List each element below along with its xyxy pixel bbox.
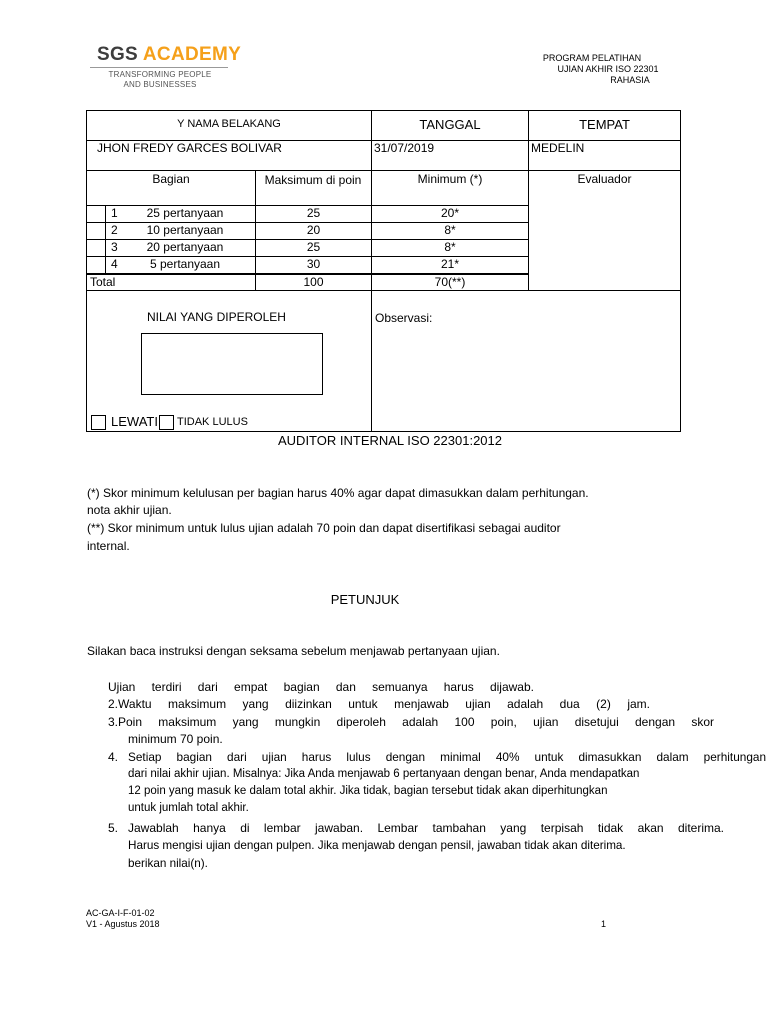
- row-number: 4: [111, 257, 118, 271]
- score-label: NILAI YANG DIPEROLEH: [147, 310, 286, 324]
- instruction-2: 2.Waktu maksimum yang diizinkan untuk menjawab ujian adalah dua (2) jam.: [108, 697, 650, 711]
- fail-label: TIDAK LULUS: [177, 416, 248, 428]
- table-line: [528, 110, 529, 290]
- table-line: [105, 205, 106, 273]
- instruction-1: Ujian terdiri dari empat bagian dan semuanya harus dijawab.: [108, 680, 534, 694]
- row-min: 8*: [444, 223, 456, 237]
- row-description: 25 pertanyaan: [146, 206, 224, 220]
- candidate-name: JHON FREDY GARCES BOLIVAR: [97, 141, 282, 155]
- row-min: 20*: [440, 206, 460, 220]
- exam-place: MEDELIN: [531, 141, 585, 155]
- instructions-intro: Silakan baca instruksi dengan seksama sebelum menjawab pertanyaan ujian.: [87, 644, 500, 658]
- header-program: PROGRAM PELATIHAN: [542, 53, 642, 63]
- logo-divider: [90, 67, 228, 68]
- logo-tagline: TRANSFORMING PEOPLE AND BUSINESSES: [108, 70, 212, 89]
- row-max: 25: [306, 206, 321, 220]
- row-max: 20: [306, 223, 321, 237]
- row-description: 20 pertanyaan: [146, 240, 224, 254]
- logo: [97, 44, 241, 66]
- instruction-4-cont-3: untuk jumlah total akhir.: [128, 802, 249, 814]
- col-name-header: Y NAMA BELAKANG: [177, 118, 281, 130]
- note-minimum-total-cont: internal.: [87, 539, 130, 553]
- section-header: Bagian: [152, 172, 190, 186]
- row-min: 21*: [440, 257, 460, 271]
- table-line: [86, 290, 680, 291]
- min-points-header: Minimum (*): [417, 172, 483, 186]
- total-label: Total: [90, 275, 116, 289]
- auditor-title: AUDITOR INTERNAL ISO 22301:2012: [278, 433, 502, 448]
- score-box[interactable]: [141, 333, 323, 395]
- note-minimum-total: (**) Skor minimum untuk lulus ujian adalah 70 poin dan dapat disertifikasi sebagai auditor: [87, 521, 561, 535]
- instructions-title: PETUNJUK: [330, 592, 400, 607]
- instruction-3: 3.Poin maksimum yang mungkin diperoleh adalah 100 poin, ujian disetujui dengan skor: [108, 715, 714, 729]
- exam-date: 31/07/2019: [374, 141, 435, 155]
- instruction-5-cont-2: berikan nilai(n).: [128, 857, 208, 870]
- col-place-header: TEMPAT: [579, 117, 630, 132]
- instruction-5-number: 5.: [108, 821, 119, 835]
- instruction-5-cont-1: Harus mengisi ujian dengan pulpen. Jika menjawab dengan pensil, jawaban tidak akan diterima.: [128, 839, 626, 852]
- table-line: [680, 110, 681, 432]
- note-minimum-section: (*) Skor minimum kelulusan per bagian harus 40% agar dapat dimasukkan dalam perhitungan.: [87, 486, 589, 500]
- row-number: 2: [111, 223, 118, 237]
- table-line: [86, 431, 681, 432]
- instruction-5: Jawablah hanya di lembar jawaban. Lembar tambahan yang terpisah tidak akan diterima.: [128, 821, 724, 835]
- row-max: 30: [306, 257, 321, 271]
- logo-academy: ACADEMY: [142, 44, 242, 65]
- total-max: 100: [303, 275, 324, 289]
- observations-label: Observasi:: [375, 311, 433, 325]
- instruction-4-cont-1: dari nilai akhir ujian. Misalnya: Jika Anda menjawab 6 pertanyaan dengan benar, Anda mendapatkan: [128, 768, 640, 780]
- footer-version: V1 - Agustus 2018: [86, 919, 160, 929]
- table-line: [86, 110, 87, 432]
- row-description: 10 pertanyaan: [146, 223, 224, 237]
- fail-checkbox[interactable]: [159, 415, 174, 430]
- instruction-4-number: 4.: [108, 750, 119, 764]
- row-number: 3: [111, 240, 118, 254]
- logo-sgs: SGS: [97, 44, 139, 65]
- evaluator-header: Evaluador: [577, 172, 632, 186]
- table-line: [86, 170, 680, 171]
- note-minimum-section-cont: nota akhir ujian.: [87, 503, 172, 517]
- col-date-header: TANGGAL: [419, 117, 481, 132]
- max-points-header: Maksimum di poin: [264, 173, 362, 187]
- instruction-4: Setiap bagian dari ujian harus lulus dengan minimal 40% untuk dimasukkan dalam perhitungan: [128, 750, 766, 764]
- total-min: 70(**): [434, 275, 466, 289]
- pass-label: LEWATI: [111, 414, 158, 429]
- row-number: 1: [111, 206, 118, 220]
- instruction-3-cont: minimum 70 poin.: [128, 732, 223, 746]
- row-max: 25: [306, 240, 321, 254]
- header-exam: UJIAN AKHIR ISO 22301: [557, 64, 659, 74]
- table-line: [86, 110, 680, 111]
- row-description: 5 pertanyaan: [149, 257, 221, 271]
- row-min: 8*: [444, 240, 456, 254]
- header-confidential: RAHASIA: [610, 75, 650, 85]
- footer-code: AC-GA-I-F-01-02: [86, 908, 155, 918]
- instruction-4-cont-2: 12 poin yang masuk ke dalam total akhir. Jika tidak, bagian tersebut tidak akan diperhitungkan: [128, 785, 608, 797]
- pass-checkbox[interactable]: [91, 415, 106, 430]
- page-number: 1: [601, 919, 607, 929]
